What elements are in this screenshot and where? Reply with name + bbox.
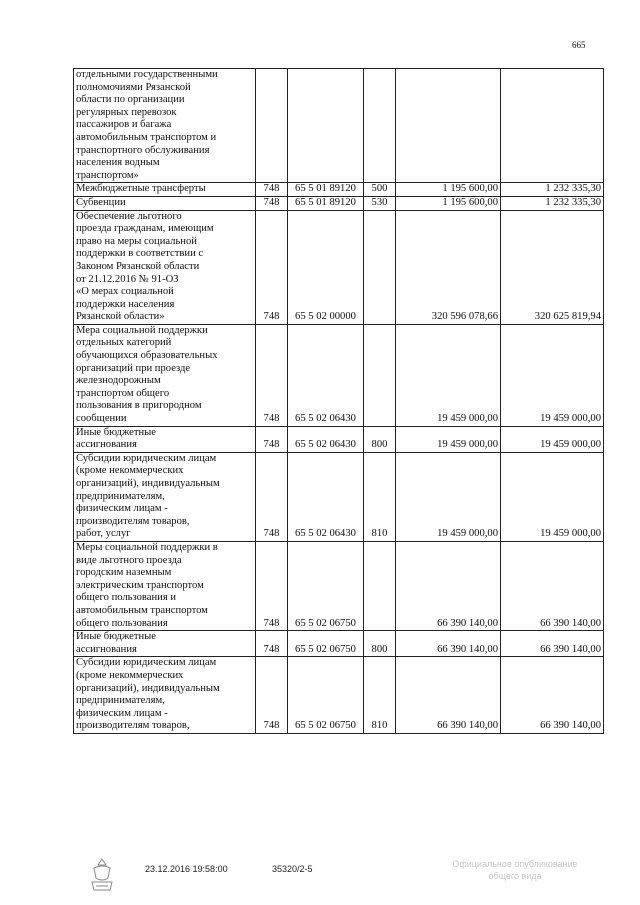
row-name-cell: Межбюджетные трансферты (74, 183, 256, 197)
row-name-cell: Обеспечение льготного проезда гражданам, имеющим право на меры социальной поддержки в соответствии с Законом Рязанской области от 21.12.2016 № 91-ОЗ «О мерах социальной поддержки населения Рязанской области» (74, 210, 256, 324)
amount-2017-cell: 1 195 600,00 (396, 196, 501, 210)
row-name-cell: Субсидии юридическим лицам (кроме некоммерческих организаций), индивидуальным предпринимателям, физическим лицам - производителям товаров, работ, услуг (74, 452, 256, 541)
row-name-cell: Мера социальной поддержки отдельных категорий обучающихся образовательных организаций при проезде железнодорожным транспортом общего пользования в пригородном сообщении (74, 324, 256, 426)
table-row (74, 452, 604, 541)
footer (0, 856, 640, 901)
row-name-cell: Иные бюджетные ассигнования (74, 631, 256, 657)
vr-code-cell: 800 (364, 631, 396, 657)
row-name-cell: Иные бюджетные ассигнования (74, 426, 256, 452)
ved-code-cell (256, 69, 288, 183)
amount-2018-cell: 19 459 000,00 (501, 324, 604, 426)
row-name-cell: Меры социальной поддержки в виде льготного проезда городским наземным электрическим транспортом общего пользования и автомобильным транспортом общего пользования (74, 541, 256, 630)
amount-2017-cell: 1 195 600,00 (396, 183, 501, 197)
ved-code-cell: 748 (256, 631, 288, 657)
amount-2018-cell: 1 232 335,30 (501, 196, 604, 210)
table-row (74, 541, 604, 630)
footer-doc-code: 35320/2-5 (272, 864, 313, 874)
table-row (74, 69, 604, 183)
row-name-cell: отдельными государственными полномочиями Рязанской области по организации регулярных перевозок пассажиров и багажа автомобильным транспортом и транспортного обслуживания населения водным транспортом» (74, 69, 256, 183)
table-row (74, 657, 604, 734)
amount-2018-cell: 66 390 140,00 (501, 631, 604, 657)
ved-code-cell: 748 (256, 183, 288, 197)
vr-code-cell: 810 (364, 657, 396, 734)
vr-code-cell: 800 (364, 426, 396, 452)
ved-code-cell: 748 (256, 324, 288, 426)
amount-2018-cell: 1 232 335,30 (501, 183, 604, 197)
amount-2017-cell (396, 69, 501, 183)
page-number: 665 (572, 40, 586, 50)
vr-code-cell (364, 210, 396, 324)
budget-table (73, 68, 604, 734)
amount-2017-cell: 19 459 000,00 (396, 324, 501, 426)
amount-2017-cell: 320 596 078,66 (396, 210, 501, 324)
amount-2017-cell: 66 390 140,00 (396, 657, 501, 734)
vr-code-cell (364, 69, 396, 183)
amount-2018-cell: 66 390 140,00 (501, 541, 604, 630)
footer-timestamp: 23.12.2016 19:58:00 (145, 864, 228, 874)
ved-code-cell: 748 (256, 452, 288, 541)
vr-code-cell (364, 541, 396, 630)
ved-code-cell: 748 (256, 426, 288, 452)
ved-code-cell: 748 (256, 210, 288, 324)
amount-2017-cell: 66 390 140,00 (396, 631, 501, 657)
csr-code-cell: 65 5 01 89120 (288, 196, 364, 210)
vr-code-cell: 810 (364, 452, 396, 541)
amount-2018-cell: 66 390 140,00 (501, 657, 604, 734)
csr-code-cell: 65 5 01 89120 (288, 183, 364, 197)
table-row (74, 631, 604, 657)
amount-2018-cell (501, 69, 604, 183)
row-name-cell: Субвенции (74, 196, 256, 210)
amount-2018-cell: 19 459 000,00 (501, 426, 604, 452)
publication-watermark: Официальное опубликование общего вида (452, 859, 578, 881)
csr-code-cell: 65 5 02 06750 (288, 631, 364, 657)
table-row (74, 426, 604, 452)
amount-2017-cell: 19 459 000,00 (396, 452, 501, 541)
table-row (74, 183, 604, 197)
emblem-stamp-icon (84, 856, 120, 898)
csr-code-cell: 65 5 02 06430 (288, 324, 364, 426)
table-row (74, 210, 604, 324)
amount-2018-cell: 320 625 819,94 (501, 210, 604, 324)
amount-2017-cell: 19 459 000,00 (396, 426, 501, 452)
amount-2018-cell: 19 459 000,00 (501, 452, 604, 541)
csr-code-cell: 65 5 02 06750 (288, 541, 364, 630)
row-name-cell: Субсидии юридическим лицам (кроме некоммерческих организаций), индивидуальным предпринимателям, физическим лицам - производителям товаров, (74, 657, 256, 734)
csr-code-cell: 65 5 02 06430 (288, 426, 364, 452)
ved-code-cell: 748 (256, 541, 288, 630)
amount-2017-cell: 66 390 140,00 (396, 541, 501, 630)
csr-code-cell (288, 69, 364, 183)
ved-code-cell: 748 (256, 196, 288, 210)
vr-code-cell (364, 324, 396, 426)
vr-code-cell: 530 (364, 196, 396, 210)
vr-code-cell: 500 (364, 183, 396, 197)
csr-code-cell: 65 5 02 06750 (288, 657, 364, 734)
csr-code-cell: 65 5 02 00000 (288, 210, 364, 324)
ved-code-cell: 748 (256, 657, 288, 734)
table-row (74, 324, 604, 426)
table-row (74, 196, 604, 210)
csr-code-cell: 65 5 02 06430 (288, 452, 364, 541)
